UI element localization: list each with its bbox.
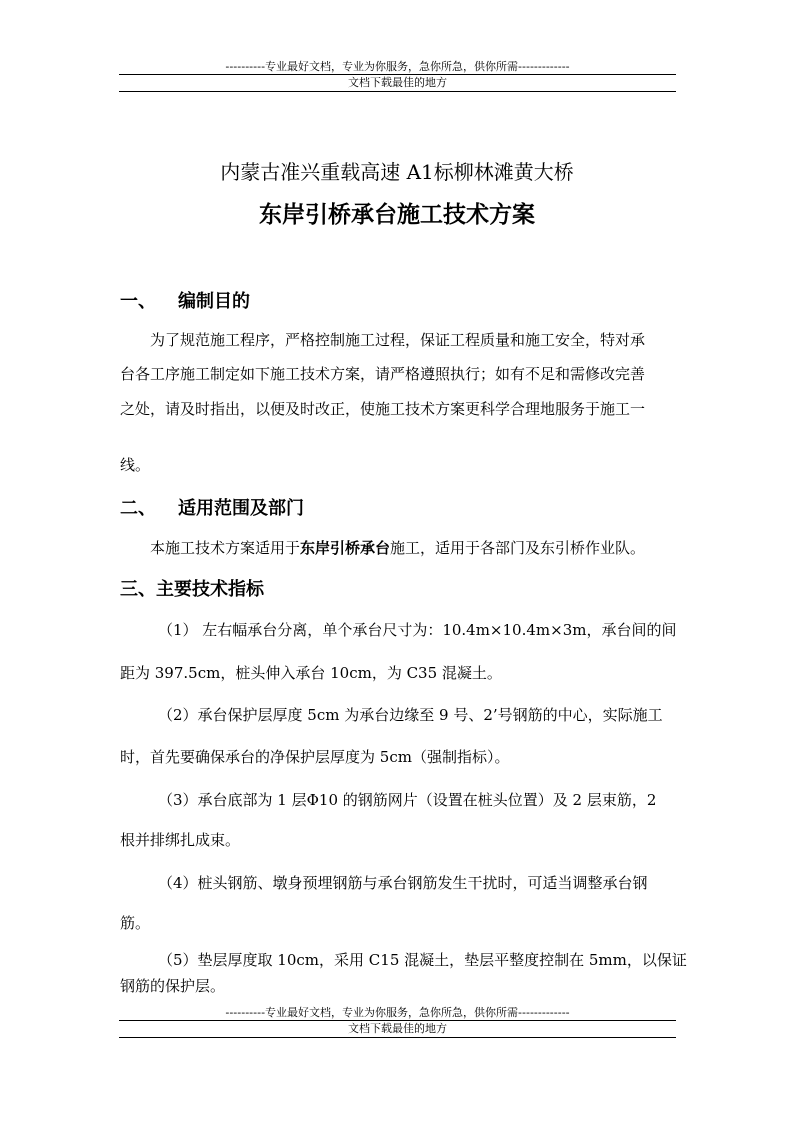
paragraph-line: （3）承台底部为 1 层Φ10 的钢筋网片（设置在桩头位置）及 2 层束筋，2 <box>158 791 657 809</box>
section-heading-1 <box>120 290 250 314</box>
paragraph-line: 台各工序施工制定如下施工技术方案，请严格遵照执行；如有不足和需修改完善 <box>120 365 646 383</box>
page-footer <box>119 1006 676 1038</box>
page-header <box>119 60 676 92</box>
bold-span: 东岸引桥承台 <box>300 539 391 557</box>
document-title-line2: 东岸引桥承台施工技术方案 <box>259 201 535 228</box>
paragraph-line <box>120 531 676 565</box>
section-number: 二、 <box>120 498 156 519</box>
text-span: 本施工技术方案适用于 <box>150 539 301 557</box>
header-subtitle: 文档下载最佳的地方 <box>119 75 676 92</box>
section-heading-2 <box>120 497 304 521</box>
paragraph-line: （2）承台保护层厚度 5cm 为承台边缘至 9 号、2’号钢筋的中心，实际施工 <box>158 706 663 724</box>
section-title: 编制目的 <box>178 291 250 312</box>
section-heading-3: 三、主要技术指标 <box>120 579 264 600</box>
section-number: 一、 <box>120 291 156 312</box>
paragraph-line: 根并排绑扎成束。 <box>120 831 241 849</box>
footer-slogan: ----------专业最好文档，专业为你服务，急你所急，供你所需------------- <box>225 1006 570 1019</box>
section-title: 适用范围及部门 <box>178 498 304 519</box>
paragraph-line: 时，首先要确保承台的净保护层厚度为 5cm（强制指标）。 <box>120 748 510 766</box>
footer-subtitle: 文档下载最佳的地方 <box>119 1021 676 1038</box>
paragraph-line: （4）桩头钢筋、墩身预埋钢筋与承台钢筋发生干扰时，可适当调整承台钢 <box>158 874 648 892</box>
paragraph-line: 为了规范施工程序，严格控制施工过程，保证工程质量和施工安全，特对承 <box>150 331 646 349</box>
paragraph-line: 筋。 <box>120 914 151 932</box>
paragraph-line: 钢筋的保护层。 <box>120 977 226 995</box>
paragraph-line: 线。 <box>120 456 151 474</box>
paragraph-line: 之处，请及时指出，以便及时改正，使施工技术方案更科学合理地服务于施工一 <box>120 400 646 418</box>
paragraph-line: （5）垫层厚度取 10cm，采用 C15 混凝土，垫层平整度控制在 5mm，以保证 <box>158 951 687 969</box>
paragraph-line: 距为 397.5cm，桩头伸入承台 10cm，为 C35 混凝土。 <box>120 664 502 682</box>
document-title-line1: 内蒙古准兴重载高速 A1标柳林滩黄大桥 <box>220 160 574 184</box>
text-span: 施工，适用于各部门及东引桥作业队。 <box>390 539 646 557</box>
paragraph-line: （1） 左右幅承台分离，单个承台尺寸为：10.4m×10.4m×3m，承台间的间 <box>158 621 677 639</box>
header-slogan: ----------专业最好文档，专业为你服务，急你所急，供你所需------------- <box>225 60 570 73</box>
